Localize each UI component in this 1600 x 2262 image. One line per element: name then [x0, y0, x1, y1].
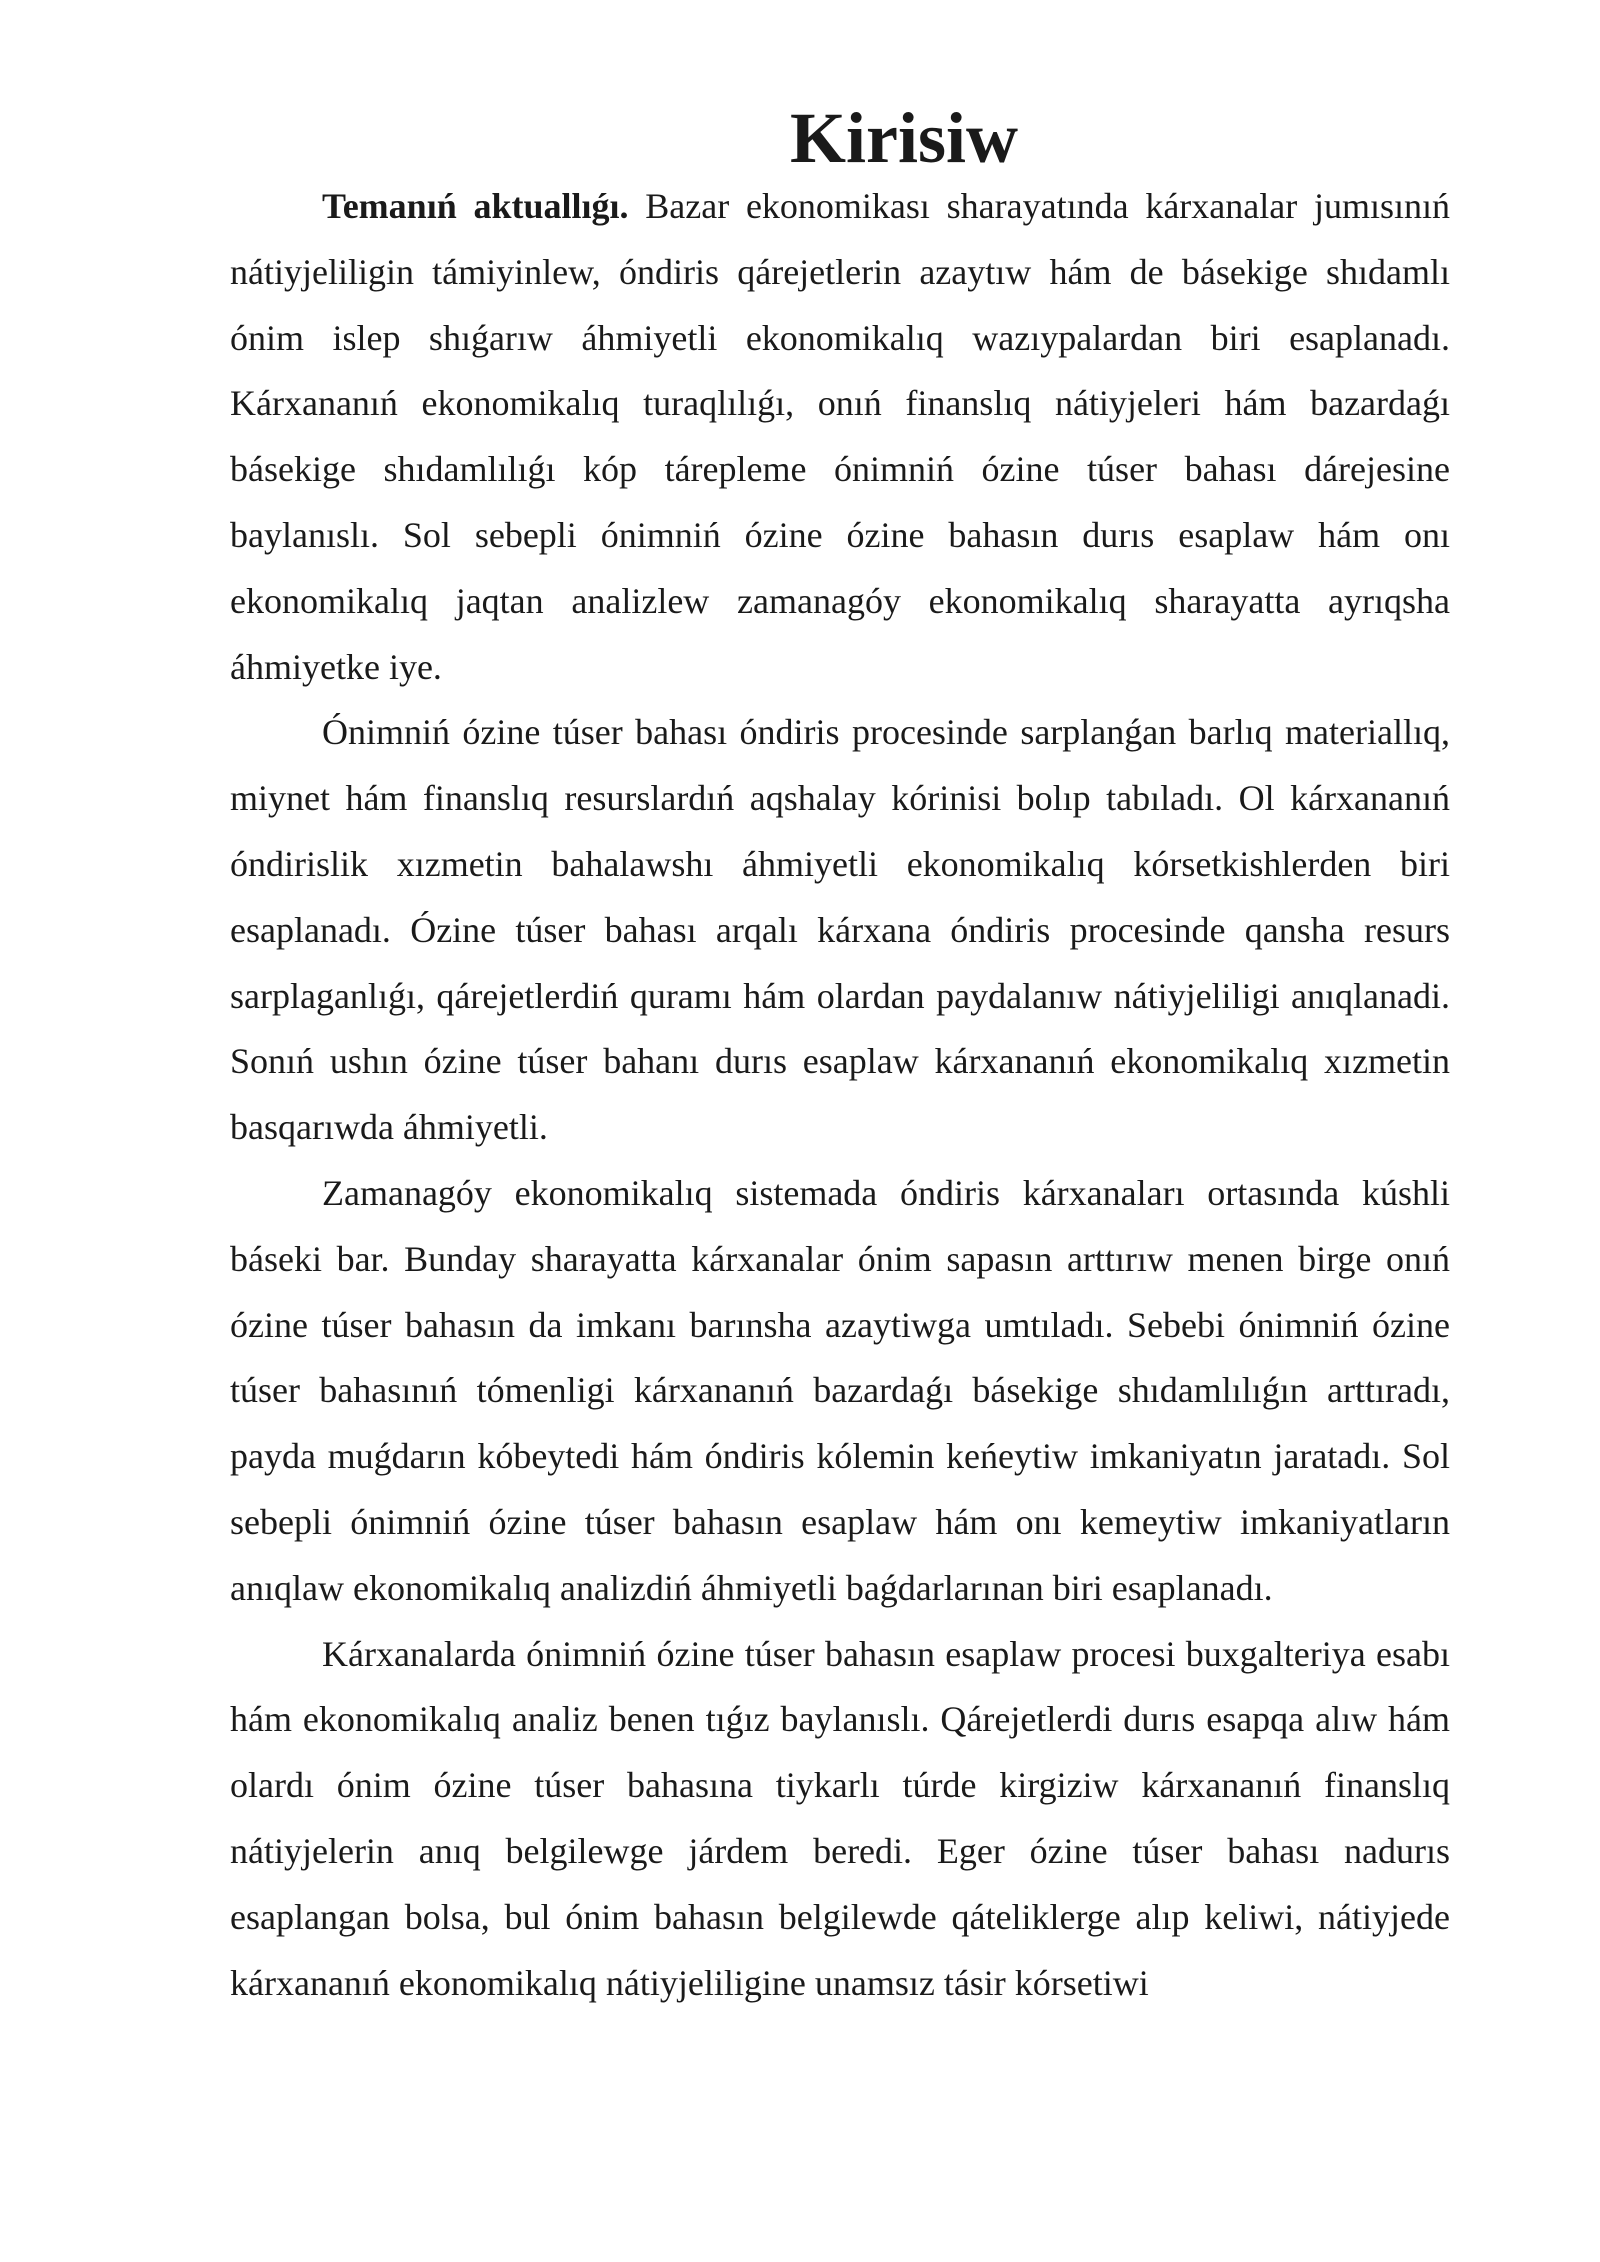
paragraph-text: Ónimniń ózine túser bahası óndiris procesinde sarplanǵan barlıq materiallıq, miynet hám finanslıq resurslardıń aqshalay kórinisi bolıp tabıladı. Ol kárxananıń óndirislik xızmetin bahalawshı áhmiyetli ekonomikalıq kórsetkishlerden biri esaplanadı. Ózine túser bahası arqalı kárxana óndiris procesinde qansha resurs sarplaganlıǵı, qárejetlerdiń quramı hám olardan paydalanıw nátiyjeliligi anıqlanadi. Sonıń ushın ózine túser bahanı durıs esaplaw kárxananıń ekonomikalıq xızmetin basqarıwda áhmiyetli.	[230, 712, 1450, 1148]
paragraph-2	[230, 700, 1450, 1161]
paragraph-4	[230, 1622, 1450, 2017]
paragraph-3	[230, 1161, 1450, 1622]
paragraph-text: Kárxanalarda ónimniń ózine túser bahasın esaplaw procesi buxgalteriya esabı hám ekonomikalıq analiz benen tıǵız baylanıslı. Qárejetlerdi durıs esapqa alıw hám olardı ónim ózine túser bahasına tiykarlı túrde kirgiziw kárxananıń finanslıq nátiyjelerin anıq belgilewge járdem beredi. Eger ózine túser bahası nadurıs esaplangan bolsa, bul ónim bahasın belgilewde qáteliklerge alıp keliwi, nátiyjede kárxananıń ekonomikalıq nátiyjeliligine unamsız tásir kórsetiwi	[230, 1633, 1450, 2003]
paragraph-text: Bazar ekonomikası sharayatında kárxanalar jumısınıń nátiyjeliligin támiyinlew, óndiris qárejetlerin azaytıw hám de básekige shıdamlı ónim islep shıǵarıw áhmiyetli ekonomikalıq wazıypalardan biri esaplanadı. Kárxananıń ekonomikalıq turaqlılıǵı, onıń finanslıq nátiyjeleri hám bazardaǵı básekige shıdamlılıǵı kóp tárepleme ónimniń ózine túser bahası dárejesine baylanıslı. Sol sebepli ónimniń ózine ózine bahasın durıs esaplaw hám onı ekonomikalıq jaqtan analizlew zamanagóy ekonomikalıq sharayatta ayrıqsha áhmiyetke iye.	[230, 186, 1450, 687]
paragraph-lead: Temanıń aktuallıǵı.	[322, 186, 629, 226]
paragraph-1	[230, 174, 1450, 700]
paragraph-text: Zamanagóy ekonomikalıq sistemada óndiris kárxanaları ortasında kúshli báseki bar. Bunday sharayatta kárxanalar ónim sapasın arttırıw menen birge onıń ózine túser bahasın da imkanı barınsha azaytiwga umtıladı. Sebebi ónimniń ózine túser bahasınıń tómenligi kárxananıń bazardaǵı básekige shıdamlılıǵın arttıradı, payda muǵdarın kóbeytedi hám óndiris kólemin keńeytiw imkaniyatın jaratadı. Sol sebepli ónimniń ózine túser bahasın esaplaw hám onı kemeytiw imkaniyatların anıqlaw ekonomikalıq analizdiń áhmiyetli baǵdarlarınan biri esaplanadı.	[230, 1172, 1450, 1608]
page-title: Kirisiw	[790, 98, 1018, 178]
document-page	[230, 98, 1450, 2016]
